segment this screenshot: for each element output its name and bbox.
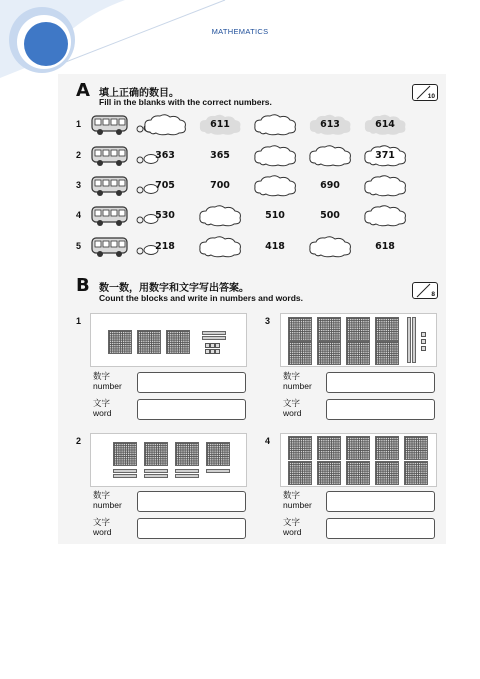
question-3-word-answer[interactable]	[326, 399, 435, 420]
number-value: 365	[210, 150, 230, 161]
number-value: 611	[210, 119, 230, 130]
question-3-number: 3	[265, 316, 271, 326]
section-b-title-en: Count the blocks and write in numbers and words.	[99, 293, 304, 303]
number-label-en: number	[283, 500, 312, 510]
question-3-blocks	[280, 313, 437, 367]
number-label-en: number	[93, 381, 122, 391]
bus-icon	[91, 175, 129, 197]
word-label-en: word	[93, 408, 112, 418]
bus-icon	[91, 145, 129, 167]
blank-cloud[interactable]	[362, 175, 408, 197]
row-number: 3	[76, 180, 82, 190]
hundred-flat	[108, 330, 132, 354]
question-2-number-answer[interactable]	[137, 491, 246, 512]
blank-cloud[interactable]	[197, 205, 243, 227]
word-label-cn: 文字	[283, 399, 301, 409]
number-label-en: number	[283, 381, 312, 391]
ten-rod	[113, 469, 137, 473]
number-value: 363	[155, 150, 175, 161]
hundred-flat	[288, 436, 312, 460]
unit-cube	[421, 346, 426, 351]
hundred-flat	[317, 341, 341, 365]
word-label-cn: 文字	[283, 518, 301, 528]
hundred-flat	[288, 461, 312, 485]
number-label-cn: 数字	[283, 491, 301, 501]
row-number: 2	[76, 150, 82, 160]
unit-cube	[215, 343, 220, 348]
section-a-title-en: Fill in the blanks with the correct numbers.	[99, 97, 272, 107]
hundred-flat	[346, 341, 370, 365]
number-value: 371	[375, 150, 395, 161]
hundred-flat	[317, 436, 341, 460]
section-a-score: 10	[427, 93, 435, 100]
word-label-en: word	[93, 527, 112, 537]
number-label-en: number	[93, 500, 122, 510]
unit-cube	[421, 339, 426, 344]
ten-rod	[202, 331, 226, 335]
hundred-flat	[144, 442, 168, 466]
ten-rod	[175, 469, 199, 473]
number-label-cn: 数字	[283, 372, 301, 382]
ten-rod	[412, 317, 416, 363]
page-header: MATHEMATICS	[211, 27, 269, 36]
section-b-score: 8	[431, 291, 435, 298]
ten-rod	[202, 336, 226, 340]
number-value: 510	[265, 210, 285, 221]
hundred-flat	[346, 317, 370, 341]
row-number: 1	[76, 119, 82, 129]
ten-rod	[206, 469, 230, 473]
question-2-number: 2	[76, 436, 82, 446]
word-label-en: word	[283, 408, 302, 418]
question-1-word-answer[interactable]	[137, 399, 246, 420]
blank-cloud[interactable]	[252, 114, 298, 136]
hundred-flat	[175, 442, 199, 466]
number-value: 530	[155, 210, 175, 221]
question-1-number-answer[interactable]	[137, 372, 246, 393]
word-label-en: word	[283, 527, 302, 537]
hundred-flat	[375, 341, 399, 365]
section-a-letter: A	[76, 80, 90, 101]
blank-cloud[interactable]	[197, 236, 243, 258]
hundred-flat	[288, 341, 312, 365]
hundred-flat	[206, 442, 230, 466]
number-value: 218	[155, 241, 175, 252]
blank-cloud[interactable]	[307, 145, 353, 167]
ten-rod	[175, 474, 199, 478]
number-value: 613	[320, 119, 340, 130]
section-b-letter: B	[76, 275, 90, 296]
hundred-flat	[375, 317, 399, 341]
question-1-blocks	[90, 313, 247, 367]
unit-cube	[421, 332, 426, 337]
ten-rod	[113, 474, 137, 478]
ten-rod	[144, 469, 168, 473]
hundred-flat	[113, 442, 137, 466]
number-value: 500	[320, 210, 340, 221]
unit-cube	[215, 349, 220, 354]
blank-cloud[interactable]	[252, 145, 298, 167]
question-4-number: 4	[265, 436, 271, 446]
question-4-word-answer[interactable]	[326, 518, 435, 539]
question-2-word-answer[interactable]	[137, 518, 246, 539]
hundred-flat	[375, 436, 399, 460]
blank-cloud[interactable]	[307, 236, 353, 258]
blank-cloud[interactable]	[142, 114, 188, 136]
question-4-number-answer[interactable]	[326, 491, 435, 512]
blank-cloud[interactable]	[252, 175, 298, 197]
bus-icon	[91, 205, 129, 227]
question-4-blocks	[280, 433, 437, 487]
number-value: 418	[265, 241, 285, 252]
hundred-flat	[317, 461, 341, 485]
hundred-flat	[346, 436, 370, 460]
question-1-number: 1	[76, 316, 82, 326]
section-b-title-cn: 数一数，用数字和文字写出答案。	[99, 283, 249, 294]
blank-cloud[interactable]	[362, 205, 408, 227]
word-label-cn: 文字	[93, 399, 111, 409]
section-a-title-cn: 填上正确的数目。	[99, 88, 179, 99]
hundred-flat	[404, 436, 428, 460]
number-value: 700	[210, 180, 230, 191]
row-number: 5	[76, 241, 82, 251]
word-label-cn: 文字	[93, 518, 111, 528]
question-2-blocks	[90, 433, 247, 487]
hundred-flat	[346, 461, 370, 485]
number-value: 618	[375, 241, 395, 252]
number-label-cn: 数字	[93, 491, 111, 501]
question-3-number-answer[interactable]	[326, 372, 435, 393]
section-a-score-box	[412, 84, 438, 101]
bus-icon	[91, 114, 129, 136]
hundred-flat	[137, 330, 161, 354]
number-value: 705	[155, 180, 175, 191]
bus-icon	[91, 236, 129, 258]
number-value: 690	[320, 180, 340, 191]
hundred-flat	[375, 461, 399, 485]
number-value: 614	[375, 119, 395, 130]
hundred-flat	[166, 330, 190, 354]
ten-rod	[407, 317, 411, 363]
ten-rod	[144, 474, 168, 478]
hundred-flat	[404, 461, 428, 485]
hundred-flat	[317, 317, 341, 341]
number-label-cn: 数字	[93, 372, 111, 382]
row-number: 4	[76, 210, 82, 220]
section-b-score-box	[412, 282, 438, 299]
hundred-flat	[288, 317, 312, 341]
